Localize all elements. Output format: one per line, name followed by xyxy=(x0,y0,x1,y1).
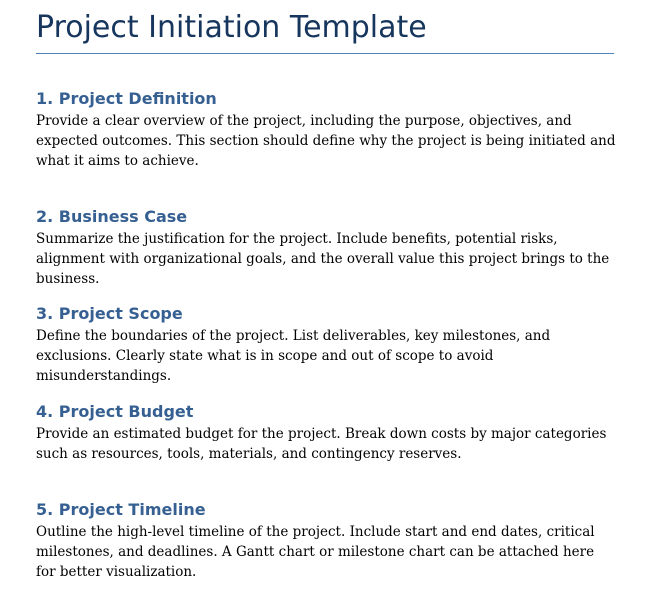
page-title: Project Initiation Template xyxy=(36,10,427,45)
section-project-scope xyxy=(36,303,616,386)
section-heading: 2. Business Case xyxy=(36,207,188,226)
section-body: Define the boundaries of the project. List deliverables, key milestones, and exclusions. Clearly state what is in scope and out of scope to avoid misunderstandings. xyxy=(36,328,551,384)
section-heading: 3. Project Scope xyxy=(36,304,183,323)
section-body: Summarize the justification for the project. Include benefits, potential risks, alignment with organizational goals, and the overall value this project brings to the business. xyxy=(36,231,610,287)
section-heading: 1. Project Definition xyxy=(36,89,217,108)
section-body: Provide an estimated budget for the project. Break down costs by major categories such as resources, tools, materials, and contingency reserves. xyxy=(36,426,607,462)
section-body: Outline the high-level timeline of the project. Include start and end dates, critical milestones, and deadlines. A Gantt chart or milestone chart can be attached here for better visualization. xyxy=(36,524,595,580)
section-project-budget xyxy=(36,401,616,464)
section-project-definition xyxy=(36,88,616,171)
section-heading: 5. Project Timeline xyxy=(36,500,206,519)
title-divider xyxy=(36,53,614,54)
section-business-case xyxy=(36,206,616,289)
section-body: Provide a clear overview of the project, including the purpose, objectives, and expected outcomes. This section should define why the project is being initiated and what it aims to achieve. xyxy=(36,113,616,169)
section-heading: 4. Project Budget xyxy=(36,402,194,421)
section-project-timeline xyxy=(36,499,616,582)
